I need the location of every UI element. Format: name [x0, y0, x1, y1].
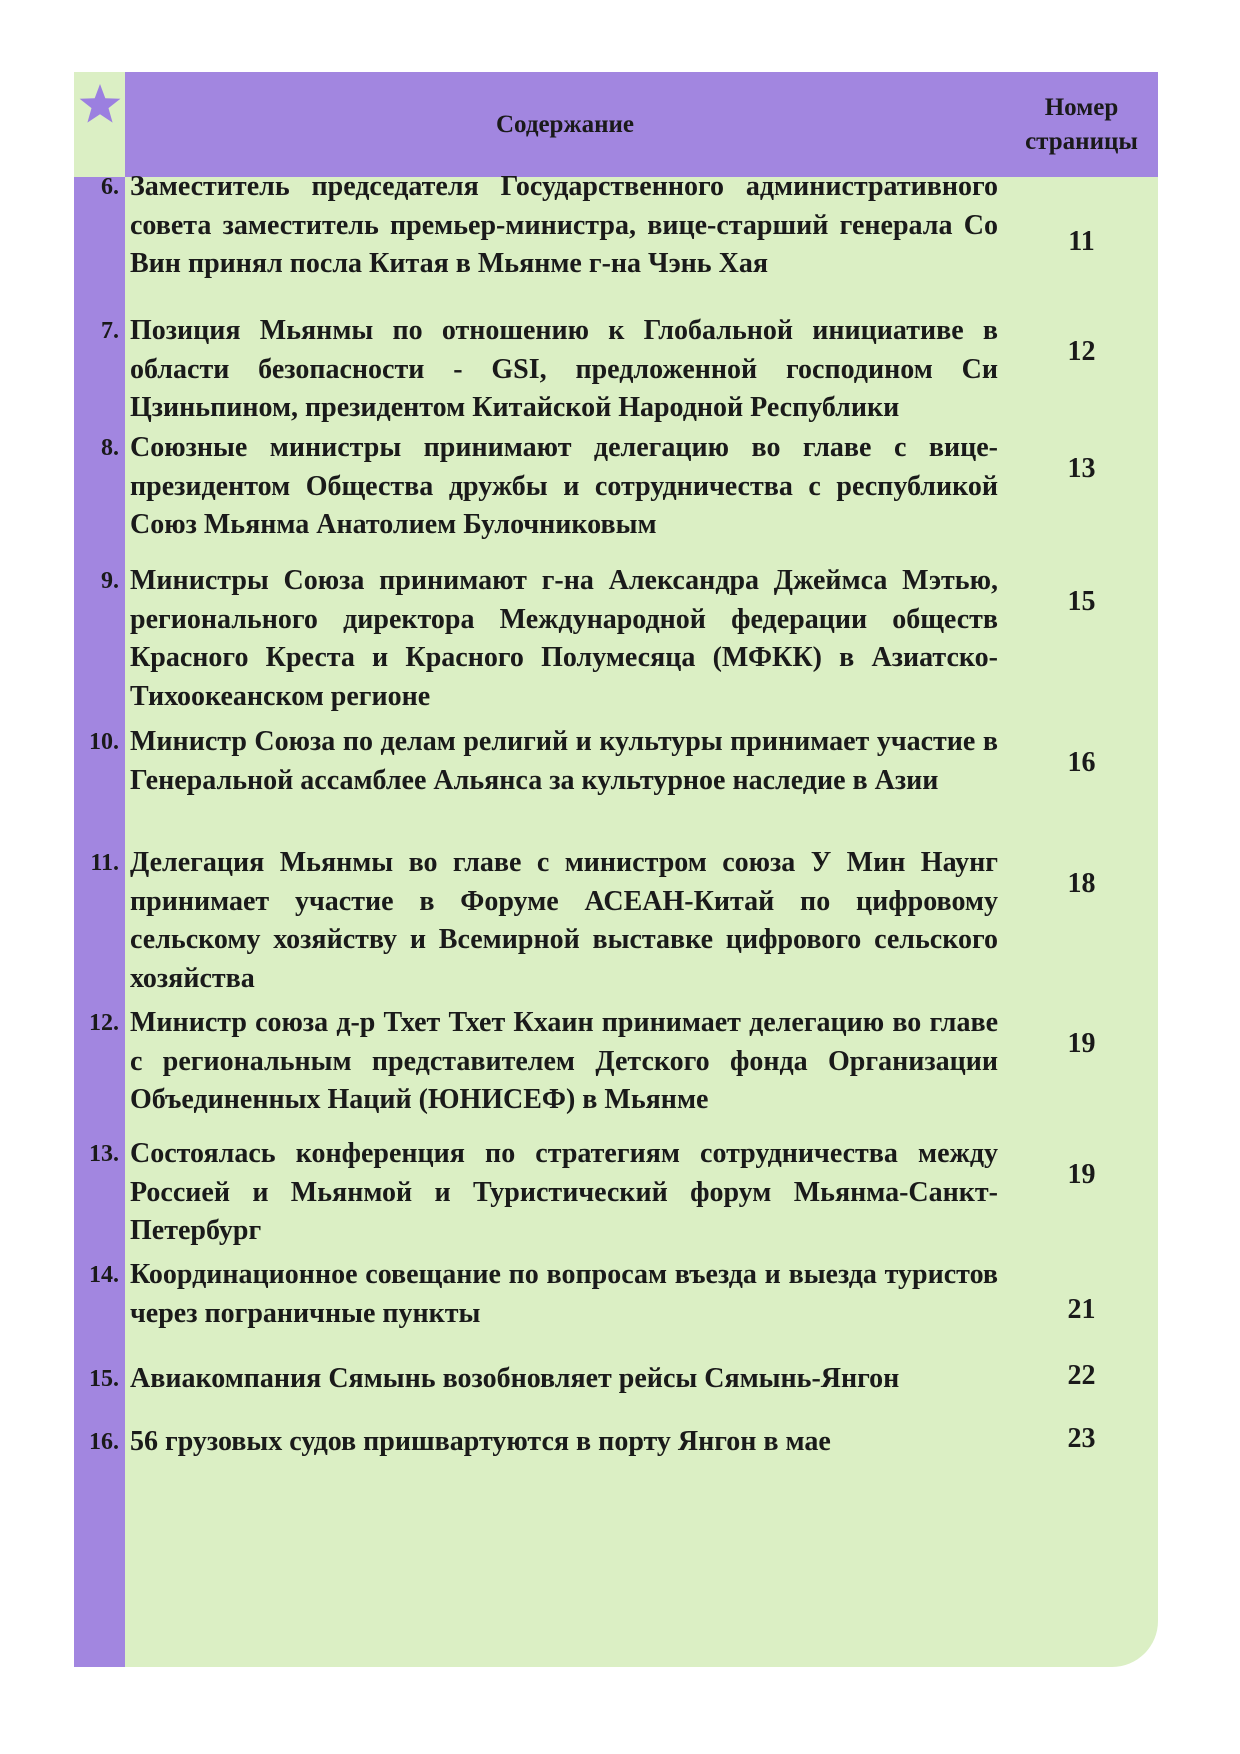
toc-number: 16.: [89, 1429, 119, 1455]
toc-page-number: 18: [1067, 868, 1096, 899]
toc-title: Министр Союза по делам религий и культуры принимает участие в Генеральной ассамблее Альянса за культурное наследие в Азии: [130, 726, 998, 796]
toc-title: Министр союза д-р Тхет Тхет Кхаин принимает делегацию во главе с региональным представителем Детского фонда Организации Объединенных Наций (ЮНИСЕФ) в Мьянме: [130, 1007, 998, 1115]
toc-page-number: 16: [1067, 747, 1096, 778]
toc-page-number: 12: [1067, 336, 1096, 367]
toc-number: 9.: [101, 568, 119, 594]
toc-number: 10.: [89, 729, 119, 755]
toc-page-number: 13: [1067, 453, 1096, 484]
toc-title: Заместитель председателя Государственного административного совета заместитель премьер-министра, вице-старший генерала Со Вин принял посла Китая в Мьянме г-на Чэнь Хая: [130, 171, 998, 279]
toc-title: Состоялась конференция по стратегиям сотрудничества между Россией и Мьянмой и Туристический форум Мьянма-Санкт-Петербург: [130, 1138, 998, 1246]
contents-heading: Содержание: [495, 110, 634, 138]
toc-number: 11.: [90, 850, 119, 876]
toc-number: 15.: [89, 1366, 119, 1392]
toc-title: Министры Союза принимают г-на Александра Джеймса Мэтью, регионального директора Международной федерации обществ Красного Креста и Красного Полумесяца (МФКК) в Азиатско-Тихоокеанском регионе: [130, 565, 998, 712]
toc-page-number: 15: [1067, 586, 1096, 617]
toc-page-number: 19: [1067, 1159, 1096, 1190]
toc-title: Делегация Мьянмы во главе с министром союза У Мин Наунг принимает участие в Форуме АСЕАН-Китай по цифровому сельскому хозяйству и Всемирной выставке цифрового сельского хозяйства: [130, 847, 998, 994]
toc-number: 8.: [101, 435, 119, 461]
toc-panel: [74, 72, 1158, 1667]
toc-page-number: 11: [1068, 226, 1095, 257]
toc-title: Позиция Мьянмы по отношению к Глобальной инициативе в области безопасности - GSI, предложенной господином Си Цзиньпином, президентом Китайской Народной Республики: [130, 315, 998, 423]
toc-title: Авиакомпания Сямынь возобновляет рейсы Сямынь-Янгон: [130, 1363, 900, 1394]
toc-page-number: 21: [1067, 1294, 1096, 1325]
toc-number: 14.: [89, 1262, 119, 1288]
toc-number: 7.: [101, 318, 119, 344]
toc-title: 56 грузовых судов пришвартуются в порту Янгон в мае: [130, 1426, 831, 1457]
star-icon: [78, 82, 122, 126]
toc-title: Координационное совещание по вопросам въезда и выезда туристов через пограничные пункты: [130, 1259, 998, 1329]
toc-page-number: 23: [1067, 1423, 1096, 1454]
toc-page-number: 22: [1067, 1360, 1096, 1391]
toc-number: 12.: [89, 1010, 119, 1036]
toc-title: Союзные министры принимают делегацию во главе с вице-президентом Общества дружбы и сотрудничества с республикой Союз Мьянма Анатолием Булочниковым: [130, 432, 998, 540]
toc-number: 13.: [89, 1141, 119, 1167]
page-number-heading: Номер страницы: [1025, 93, 1138, 155]
toc-number: 6.: [101, 174, 119, 200]
toc-page-number: 19: [1067, 1028, 1096, 1059]
